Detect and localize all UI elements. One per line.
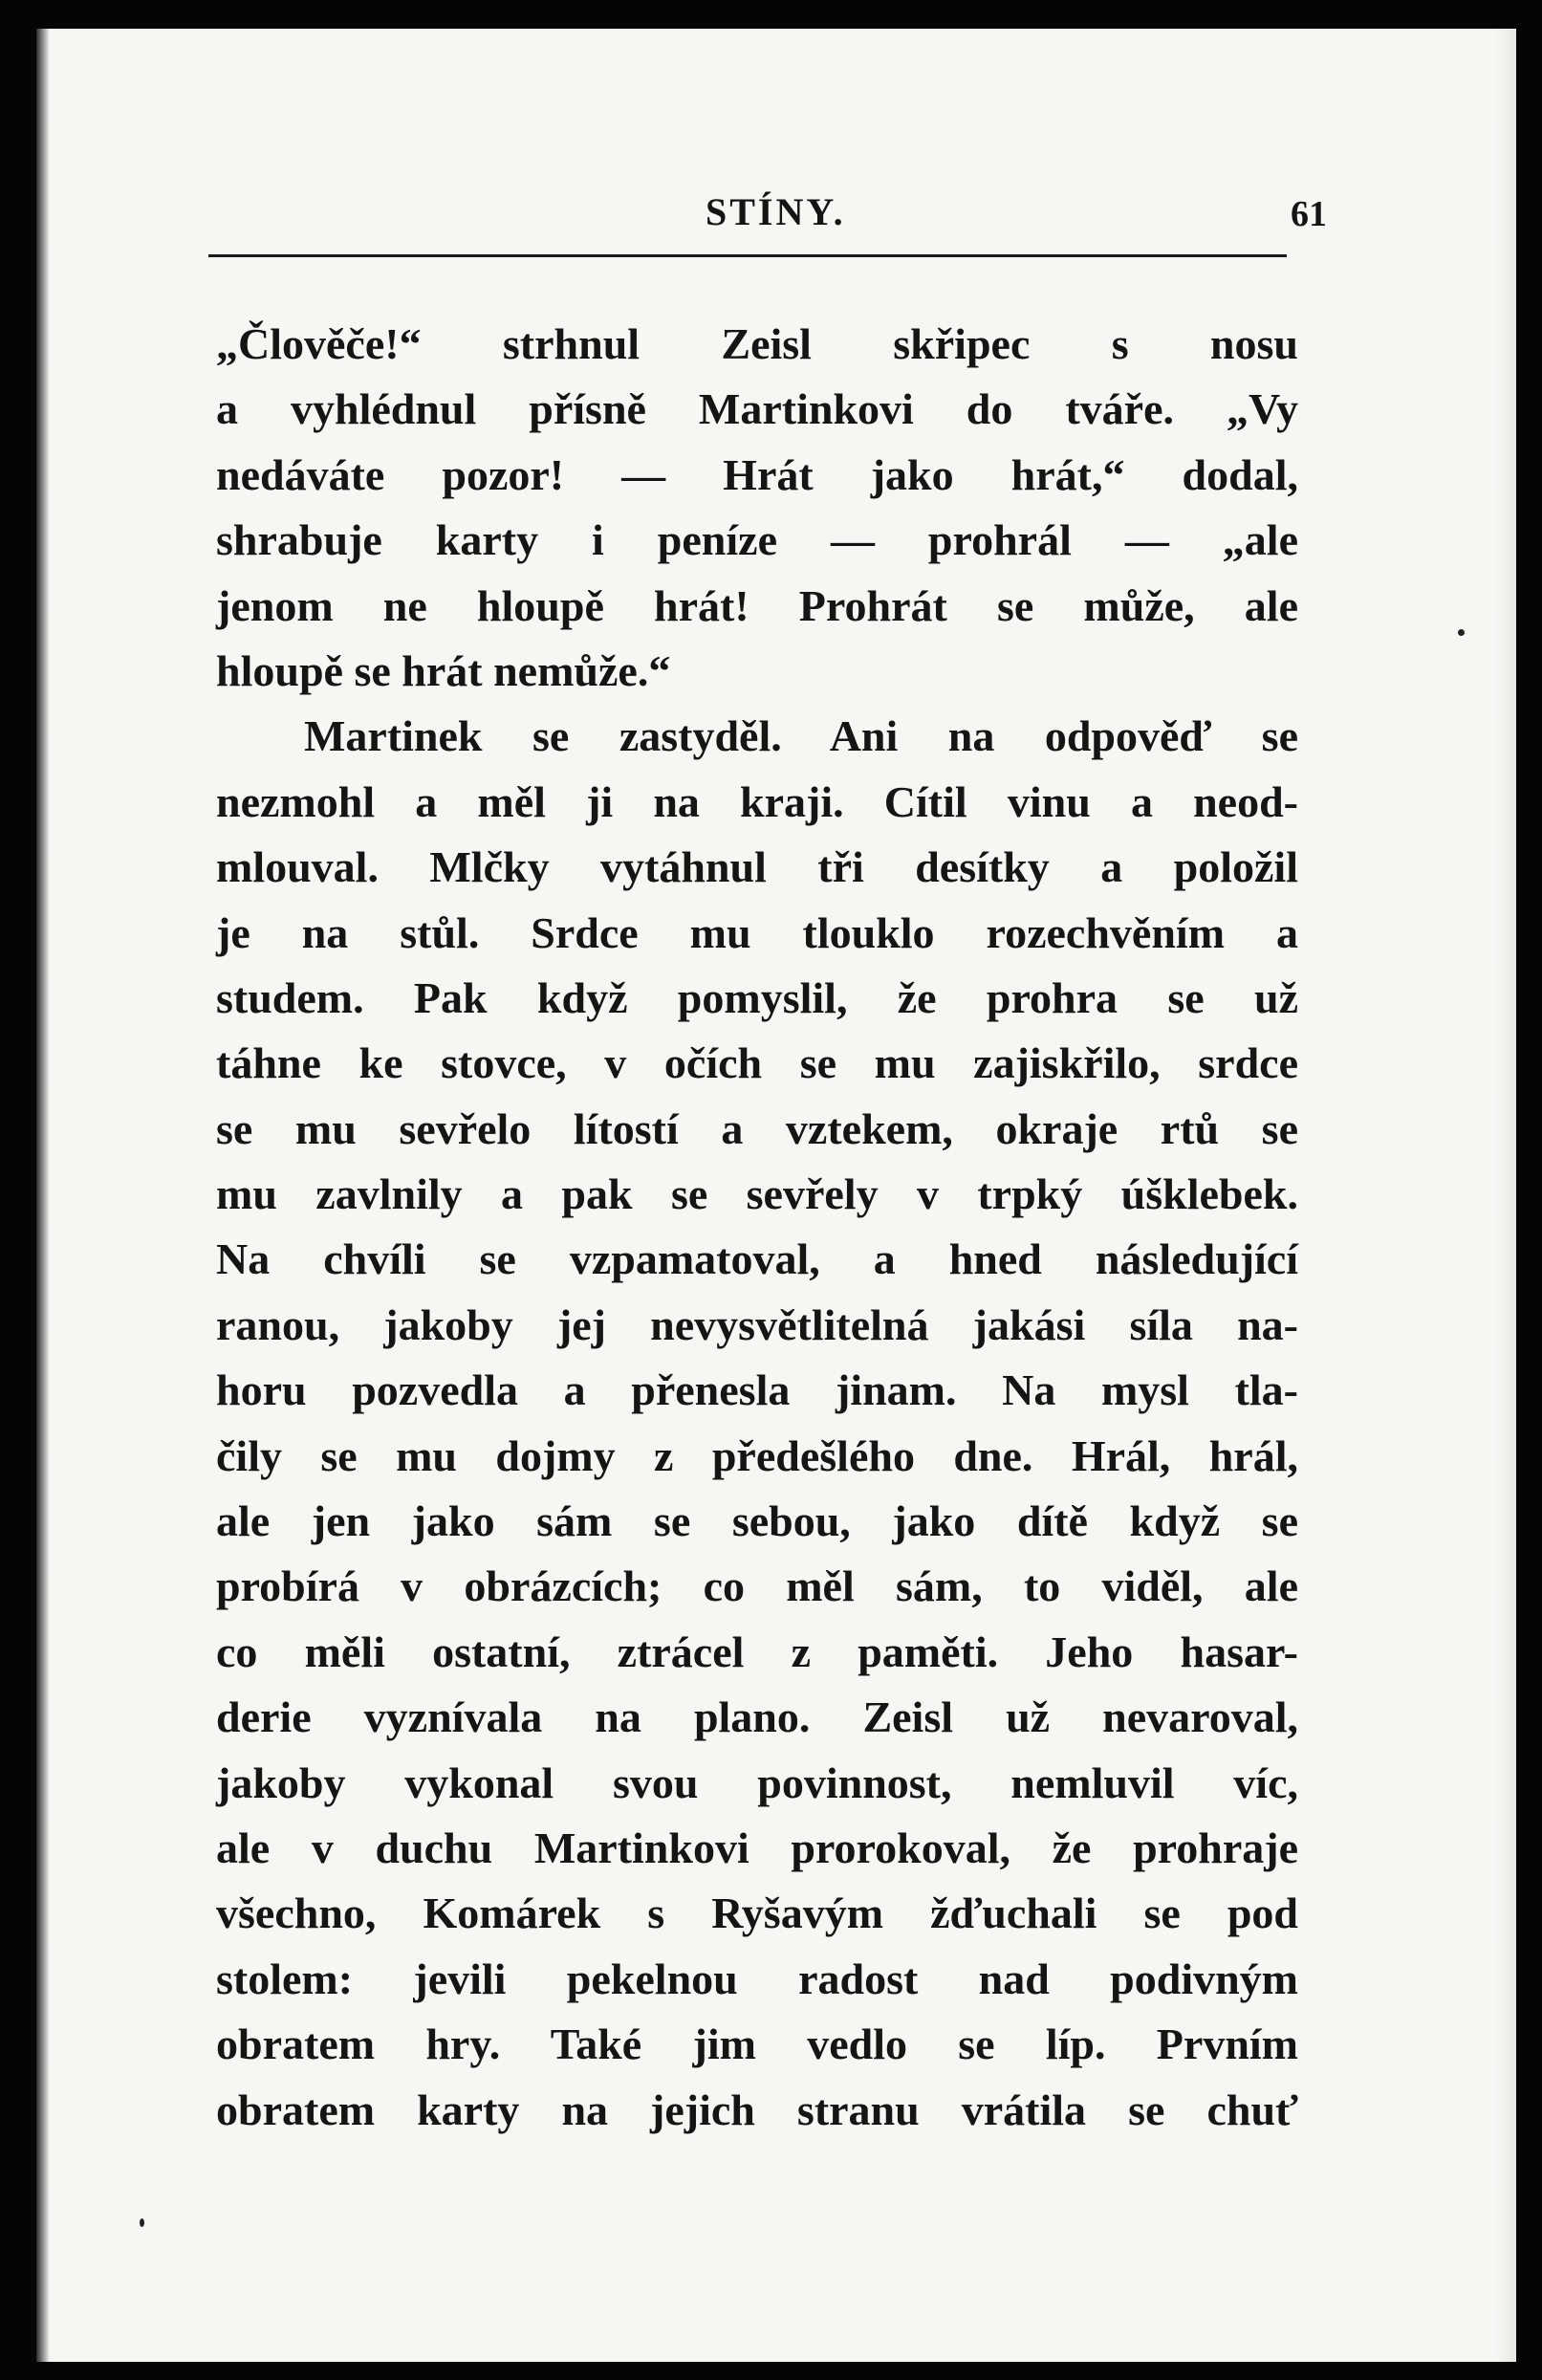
text-line: všechno, Komárek s Ryšavým žďuchali se pod [216,1889,1298,1938]
text-line: stolem: jevili pekelnou radost nad podivným [216,1954,1298,2003]
scan-speck [1458,629,1465,636]
text-line: obratem karty na jejich stranu vrátila se chuť [216,2085,1298,2134]
text-line: hloupě se hrát nemůže.“ [216,645,671,695]
text-line: „Člověče!“ strhnul Zeisl skřipec s nosu [216,319,1298,368]
text-line: je na stůl. Srdce mu tlouklo rozechvěním a [216,907,1298,957]
scan-speck [140,2218,144,2227]
text-line: horu pozvedla a přenesla jinam. Na mysl tla- [216,1365,1298,1415]
text-line: derie vyznívala na plano. Zeisl už nevaroval, [216,1692,1298,1742]
text-line: se mu sevřelo lítostí a vztekem, okraje rtů se [216,1103,1298,1153]
header-rule [208,254,1287,257]
text-line: ale jen jako sám se sebou, jako dítě když se [216,1496,1298,1546]
text-line: probírá v obrázcích; co měl sám, to viděl, ale [216,1561,1298,1611]
text-line: co měli ostatní, ztrácel z paměti. Jeho hasar- [216,1627,1298,1676]
running-head [208,189,1327,247]
text-line: nedáváte pozor! — Hrát jako hrát,“ dodal, [216,449,1298,499]
text-line: čily se mu dojmy z předešlého dne. Hrál, hrál, [216,1430,1298,1480]
body-text [216,312,1298,2143]
page-number: 61 [1291,194,1327,234]
text-line: táhne ke stovce, v očích se mu zajiskřilo, srdce [216,1038,1298,1088]
text-line: a vyhlédnul přísně Martinkovi do tváře. „Vy [216,384,1298,434]
text-line: ranou, jakoby jej nevysvětlitelná jakási síla na- [216,1299,1298,1349]
running-head-title: STÍNY. [706,190,846,233]
text-line: obratem hry. Také jim vedlo se líp. Prvním [216,2020,1298,2069]
text-line: nezmohl a měl ji na kraji. Cítil vinu a neod- [216,776,1298,826]
text-line: Martinek se zastyděl. Ani na odpověď se [304,711,1298,761]
text-line: jenom ne hloupě hrát! Prohrát se může, ale [216,580,1298,630]
text-line: shrabuje karty i peníze — prohrál — „ale [216,515,1298,565]
text-line: mu zavlnily a pak se sevřely v trpký úšklebek. [216,1169,1298,1219]
text-line: mlouval. Mlčky vytáhnul tři desítky a položil [216,842,1298,892]
page-edge [1495,29,1516,2362]
text-line: studem. Pak když pomyslil, že prohra se už [216,972,1298,1022]
book-page [36,29,1516,2362]
gutter-shadow [36,29,50,2362]
text-line: jakoby vykonal svou povinnost, nemluvil víc, [216,1758,1298,1807]
text-line: Na chvíli se vzpamatoval, a hned následující [216,1234,1298,1284]
text-line: ale v duchu Martinkovi prorokoval, že prohraje [216,1823,1298,1872]
